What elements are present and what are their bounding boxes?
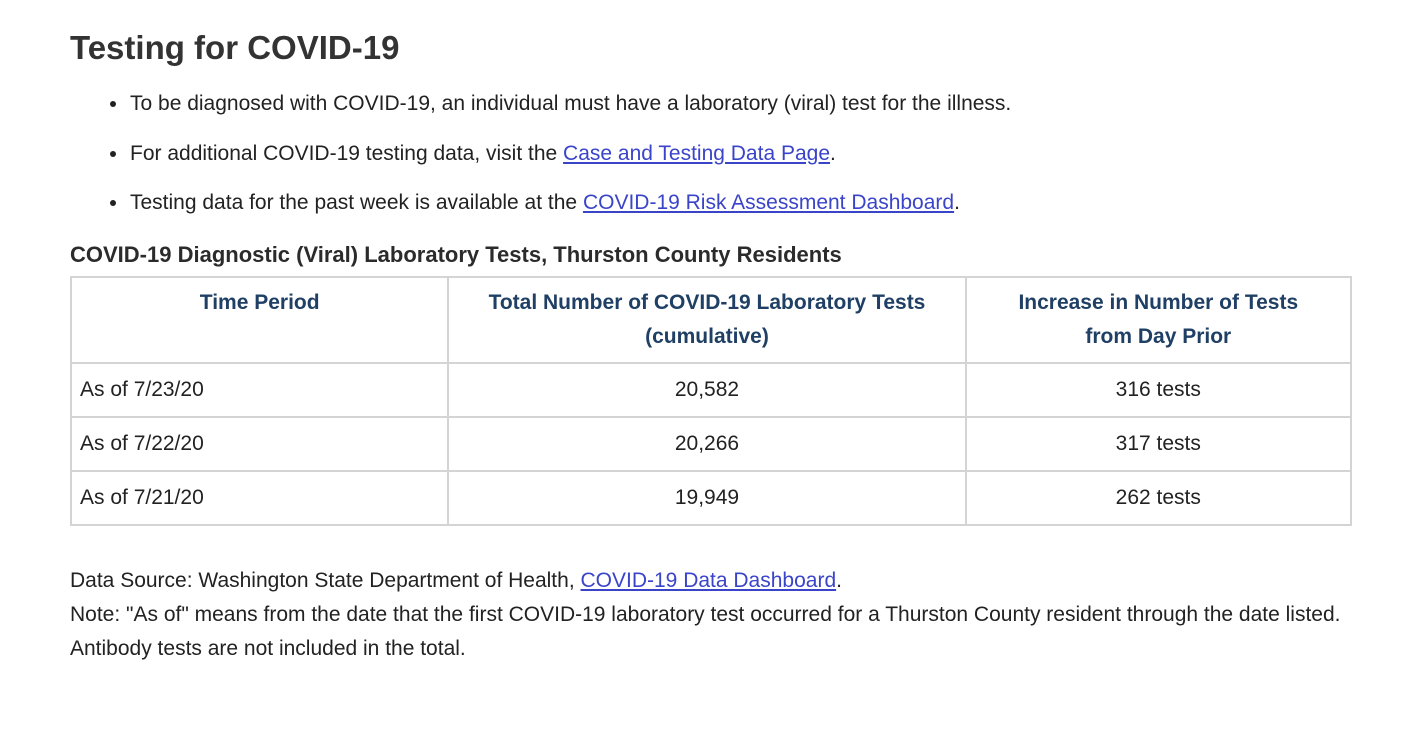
data-source-text: Data Source: Washington State Department of Health, — [70, 568, 581, 592]
header-label-sub: (cumulative) — [645, 324, 769, 348]
header-label-sub: from Day Prior — [1085, 324, 1232, 348]
cell-increase: 316 tests — [966, 363, 1351, 417]
table-row — [71, 471, 1351, 525]
table-row — [71, 417, 1351, 471]
bullet-text: To be diagnosed with COVID-19, an individual must have a laboratory (viral) test for the illness. — [130, 92, 1012, 115]
bullet-item-testing-data — [129, 139, 1352, 169]
cell-total-tests: 20,266 — [448, 417, 965, 471]
header-increase — [966, 277, 1351, 363]
data-source-suffix: . — [836, 568, 842, 592]
bullet-item-diagnosis — [129, 89, 1352, 119]
page-title: Testing for COVID-19 — [70, 29, 400, 66]
bullet-text: Testing data for the past week is available at the — [130, 191, 583, 214]
risk-assessment-dashboard-link[interactable]: COVID-19 Risk Assessment Dashboard — [582, 191, 955, 214]
cell-increase: 262 tests — [966, 471, 1351, 525]
header-label: Total Number of COVID-19 Laboratory Tests — [488, 290, 926, 314]
cell-time-period: As of 7/21/20 — [71, 471, 448, 525]
cell-total-tests: 20,582 — [448, 363, 965, 417]
header-time-period — [71, 277, 448, 363]
bullet-text: For additional COVID-19 testing data, visit the — [130, 141, 564, 165]
note-text: Note: "As of" means from the date that the first COVID-19 laboratory test occurred for a Thurston County resident through the date listed. Antibody tests are not included in the total. — [70, 602, 1341, 660]
table-caption: COVID-19 Diagnostic (Viral) Laboratory Tests, Thurston County Residents — [70, 241, 842, 267]
table-row — [71, 363, 1351, 417]
cell-time-period: As of 7/22/20 — [71, 417, 448, 471]
lab-tests-table — [70, 276, 1352, 526]
covid-data-dashboard-link[interactable]: COVID-19 Data Dashboard — [580, 568, 837, 592]
footnotes — [70, 564, 1352, 666]
info-bullet-list — [70, 89, 1352, 218]
table-header-row — [71, 277, 1351, 363]
bullet-text-suffix: . — [830, 141, 836, 165]
header-label: Time Period — [199, 290, 320, 314]
data-source-line — [70, 564, 1352, 598]
cell-time-period: As of 7/23/20 — [71, 363, 448, 417]
case-testing-data-link[interactable]: Case and Testing Data Page — [563, 141, 831, 165]
cell-increase: 317 tests — [966, 417, 1351, 471]
bullet-item-risk-dashboard — [129, 188, 1352, 218]
header-label: Increase in Number of Tests — [1018, 290, 1299, 314]
header-total-tests — [448, 277, 965, 363]
cell-total-tests: 19,949 — [448, 471, 965, 525]
bullet-text-suffix: . — [954, 191, 960, 214]
